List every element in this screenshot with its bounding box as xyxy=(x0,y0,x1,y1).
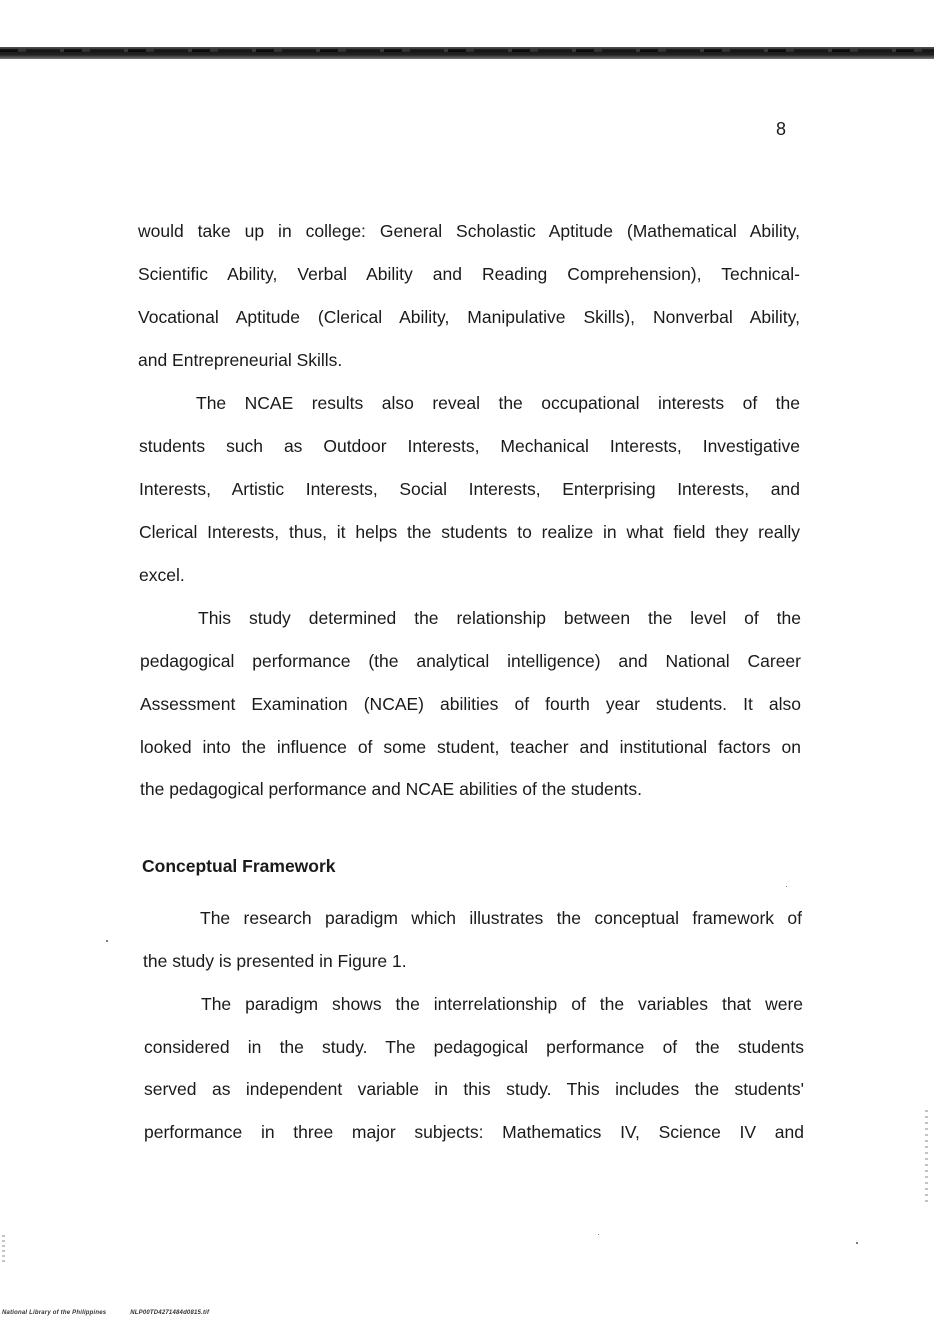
paragraph-line: excel. xyxy=(139,565,185,585)
paragraph-line: The NCAE results also reveal the occupational interests of the xyxy=(196,393,800,413)
paragraph-line: The research paradigm which illustrates the conceptual framework of xyxy=(200,908,802,928)
paragraph-line: Vocational Aptitude (Clerical Ability, Manipulative Skills), Nonverbal Ability, xyxy=(138,307,800,327)
scan-edge-noise xyxy=(925,1110,928,1205)
paragraph-line: This study determined the relationship between the level of the xyxy=(198,608,801,628)
scan-speck xyxy=(856,1242,858,1244)
scan-edge-noise xyxy=(2,1235,5,1265)
paragraph-line: served as independent variable in this study. This includes the students' xyxy=(144,1079,804,1099)
paragraph-line: students such as Outdoor Interests, Mechanical Interests, Investigative xyxy=(139,436,800,456)
scan-border-bar xyxy=(0,47,934,59)
scan-speck xyxy=(106,940,108,942)
scan-speck xyxy=(598,1234,599,1235)
section-heading: Conceptual Framework xyxy=(142,856,336,876)
paragraph-line: and Entrepreneurial Skills. xyxy=(138,350,343,370)
paragraph-line: would take up in college: General Scholastic Aptitude (Mathematical Ability, xyxy=(138,221,800,241)
paragraph-line: the study is presented in Figure 1. xyxy=(143,951,407,971)
paragraph-line: Interests, Artistic Interests, Social Interests, Enterprising Interests, and xyxy=(139,479,800,499)
paragraph-line: performance in three major subjects: Mathematics IV, Science IV and xyxy=(144,1122,804,1142)
paragraph-line: Clerical Interests, thus, it helps the students to realize in what field they really xyxy=(139,522,800,542)
paragraph-line: considered in the study. The pedagogical performance of the students xyxy=(144,1037,804,1057)
paragraph-line: looked into the influence of some student, teacher and institutional factors on xyxy=(140,737,801,757)
page-number: 8 xyxy=(776,119,787,139)
paragraph-line: the pedagogical performance and NCAE abilities of the students. xyxy=(140,779,642,799)
paragraph-line: pedagogical performance (the analytical intelligence) and National Career xyxy=(140,651,801,671)
scan-footer xyxy=(2,1310,209,1316)
scan-speck xyxy=(786,886,787,887)
paragraph-line: Scientific Ability, Verbal Ability and Reading Comprehension), Technical- xyxy=(138,264,800,284)
paragraph-line: The paradigm shows the interrelationship of the variables that were xyxy=(201,994,803,1014)
footer-library: National Library of the Philippines xyxy=(2,1310,107,1316)
paragraph-line: Assessment Examination (NCAE) abilities of fourth year students. It also xyxy=(140,694,801,714)
footer-code: NLP00TD4271484d0815.tif xyxy=(130,1310,210,1316)
